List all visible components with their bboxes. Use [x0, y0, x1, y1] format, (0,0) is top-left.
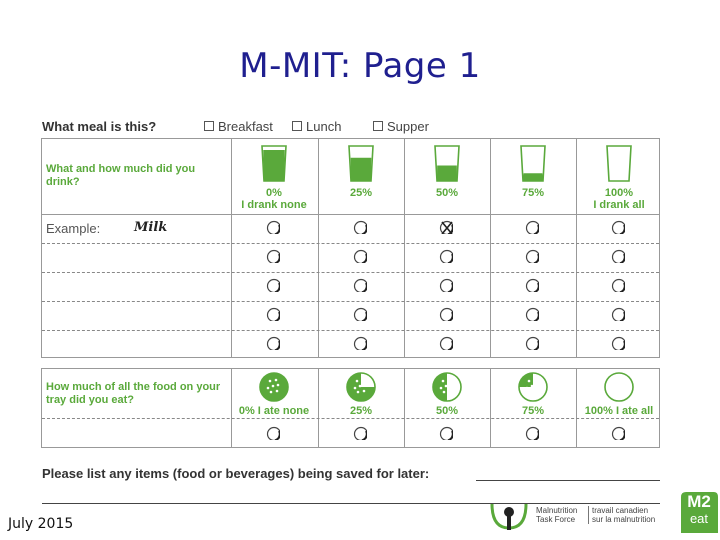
checkbox-icon[interactable]: [204, 121, 214, 131]
drink-column-label: 25%: [349, 187, 373, 199]
drink-radio[interactable]: [266, 307, 280, 321]
table-rule: [490, 139, 491, 357]
food-column-label: 100% I ate all: [584, 405, 654, 417]
drink-radio[interactable]: [439, 336, 453, 350]
example-radio[interactable]: [439, 220, 453, 234]
footer-date: July 2015: [8, 516, 74, 532]
drink-radio[interactable]: [611, 249, 625, 263]
malnutrition-task-force-logo-icon: [488, 500, 530, 532]
plate-icon: [258, 371, 290, 403]
drink-radio[interactable]: [611, 336, 625, 350]
plate-icon: [603, 371, 635, 403]
drink-column-label: 50%: [435, 187, 459, 199]
example-radio[interactable]: [266, 220, 280, 234]
glass-icon: [518, 143, 548, 183]
glass-icon: [259, 143, 289, 183]
drink-radio[interactable]: [439, 249, 453, 263]
drink-radio[interactable]: [611, 278, 625, 292]
drink-radio[interactable]: [266, 336, 280, 350]
drink-radio[interactable]: [525, 249, 539, 263]
example-radio[interactable]: [611, 220, 625, 234]
drink-column-label: 100% I drank all: [593, 187, 645, 211]
meal-option-breakfast[interactable]: Breakfast: [204, 119, 273, 134]
food-radio[interactable]: [353, 426, 367, 440]
food-table: [41, 368, 660, 448]
saved-items-second-line[interactable]: [42, 503, 660, 504]
drink-column-label: 0% I drank none: [241, 187, 307, 211]
glass-icon: [346, 143, 376, 183]
plate-icon: [431, 371, 463, 403]
table-rule: [42, 330, 659, 331]
drink-column-label: 75%: [521, 187, 545, 199]
food-column-label: 50%: [435, 405, 459, 417]
food-question: How much of all the food on your tray did you eat?: [46, 381, 221, 406]
plate-icon: [517, 371, 549, 403]
food-radio[interactable]: [439, 426, 453, 440]
checkbox-icon[interactable]: [292, 121, 302, 131]
table-rule: [42, 418, 659, 419]
drink-radio[interactable]: [353, 336, 367, 350]
drink-radio[interactable]: [611, 307, 625, 321]
example-radio[interactable]: [525, 220, 539, 234]
meal-question: What meal is this?: [42, 119, 157, 134]
meal-option-lunch[interactable]: Lunch: [292, 119, 341, 134]
drink-radio[interactable]: [353, 278, 367, 292]
drink-radio[interactable]: [525, 307, 539, 321]
food-column-label: 75%: [521, 405, 545, 417]
logo-text-french: travail canadien sur la malnutrition: [588, 506, 655, 524]
saved-items-input-line[interactable]: [476, 480, 660, 481]
example-value: Milk: [134, 220, 168, 235]
table-rule: [42, 214, 659, 215]
checkbox-icon[interactable]: [373, 121, 383, 131]
saved-items-prompt: Please list any items (food or beverages) being saved for later:: [42, 466, 430, 481]
table-rule: [231, 139, 232, 357]
table-rule: [404, 139, 405, 357]
plate-icon: [345, 371, 377, 403]
drink-radio[interactable]: [353, 249, 367, 263]
meal-option-supper[interactable]: Supper: [373, 119, 429, 134]
drink-question: What and how much did you drink?: [46, 163, 196, 188]
food-radio[interactable]: [525, 426, 539, 440]
table-rule: [42, 301, 659, 302]
table-rule: [318, 139, 319, 357]
drink-radio[interactable]: [439, 278, 453, 292]
drink-radio[interactable]: [266, 278, 280, 292]
drink-radio[interactable]: [525, 336, 539, 350]
glass-icon: [432, 143, 462, 183]
drink-radio[interactable]: [266, 249, 280, 263]
food-column-label: 0% I ate none: [238, 405, 310, 417]
page-title: M-MIT: Page 1: [239, 46, 481, 86]
drink-radio[interactable]: [525, 278, 539, 292]
drink-radio[interactable]: [353, 307, 367, 321]
table-rule: [42, 272, 659, 273]
food-column-label: 25%: [349, 405, 373, 417]
food-radio[interactable]: [611, 426, 625, 440]
example-label: Example:: [46, 221, 101, 236]
food-radio[interactable]: [266, 426, 280, 440]
m2eat-logo: M2 eat: [678, 489, 718, 533]
example-radio[interactable]: [353, 220, 367, 234]
drink-table: [41, 138, 660, 358]
glass-icon: [604, 143, 634, 183]
table-rule: [42, 243, 659, 244]
table-rule: [576, 139, 577, 357]
drink-radio[interactable]: [439, 307, 453, 321]
logo-text-english: Malnutrition Task Force: [536, 506, 578, 524]
